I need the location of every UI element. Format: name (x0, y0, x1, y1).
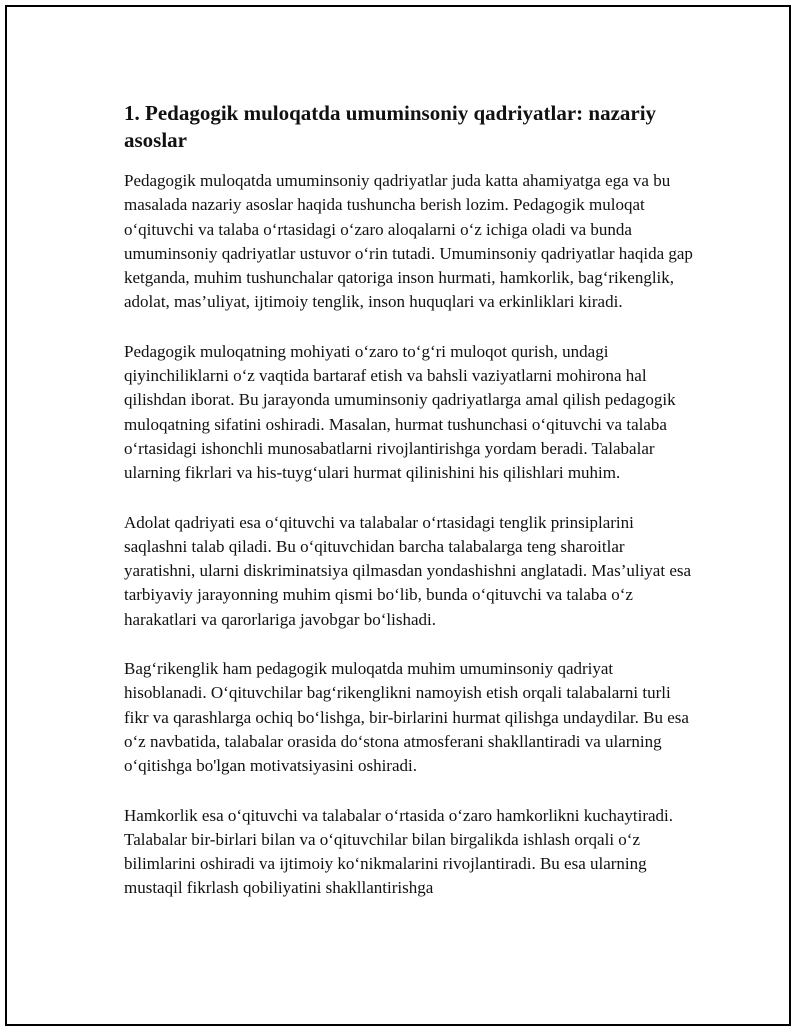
paragraph-2: Pedagogik muloqatning mohiyati o‘zaro to‘g‘ri muloqot qurish, undagi qiyinchiliklarni o‘z vaqtida bartaraf etish va bahsli vaziyatlarni mohirona hal qilishdan iborat. Bu jarayonda umuminsoniy qadriyatlarga amal qilish pedagogik muloqatning sifatini oshiradi. Masalan, hurmat tushunchasi o‘qituvchi va talaba o‘rtasidagi ishonchli munosabatlarni rivojlantirishga yordam beradi. Talabalar ularning fikrlari va his-tuyg‘ulari hurmat qilinishini his qilishlari muhim. (124, 341, 676, 483)
document-page (5, 5, 791, 1026)
paragraph-5: Hamkorlik esa o‘qituvchi va talabalar o‘rtasida o‘zaro hamkorlikni kuchaytiradi. Talabalar bir-birlari bilan va o‘qituvchilar bilan birgalikda ishlash orqali o‘z bilimlarini oshiradi va ijtimoiy ko‘nikmalarini rivojlantiradi. Bu esa ularning mustaqil fikrlash qobiliyatini shakllantirishga (124, 805, 673, 898)
paragraph-1: Pedagogik muloqatda umuminsoniy qadriyatlar juda katta ahamiyatga ega va bu masalada nazariy asoslar haqida tushuncha berish lozim. Pedagogik muloqat o‘qituvchi va talaba o‘rtasidagi o‘zaro aloqalarni o‘z ichiga oladi va bunda umuminsoniy qadriyatlar ustuvor o‘rin tutadi. Umuminsoniy qadriyatlar haqida gap ketganda, muhim tushunchalar qatoriga inson hurmati, hamkorlik, bag‘rikenglik, adolat, mas’uliyat, ijtimoiy tenglik, inson huquqlari va erkinliklari kiradi. (124, 171, 693, 312)
paragraph-3: Adolat qadriyati esa o‘qituvchi va talabalar o‘rtasidagi tenglik prinsiplarini saqlashni talab qiladi. Bu o‘qituvchidan barcha talabalarga teng sharoitlar yaratishni, ularni diskriminatsiya qilmasdan yondashishni anglatadi. Mas’uliyat esa tarbiyaviy jarayonning muhim qismi bo‘lib, bunda o‘qituvchi va talaba o‘z harakatlari va qarorlariga javobgar bo‘lishadi. (124, 512, 692, 629)
document-body (124, 100, 694, 926)
section-title: 1. Pedagogik muloqatda umuminsoniy qadriyatlar: nazariy asoslar (124, 101, 657, 152)
paragraph-4: Bag‘rikenglik ham pedagogik muloqatda muhim umuminsoniy qadriyat hisoblanadi. O‘qituvchilar bag‘rikenglikni namoyish etish orqali talabalarni turli fikr va qarashlarga ochiq bo‘lishga, bir-birlarini hurmat qilishga undaydilar. Bu esa o‘z navbatida, talabalar orasida do‘stona atmosferani shakllantiradi va ularning o‘qitishga bo'lgan motivatsiyasini oshiradi. (124, 659, 689, 776)
